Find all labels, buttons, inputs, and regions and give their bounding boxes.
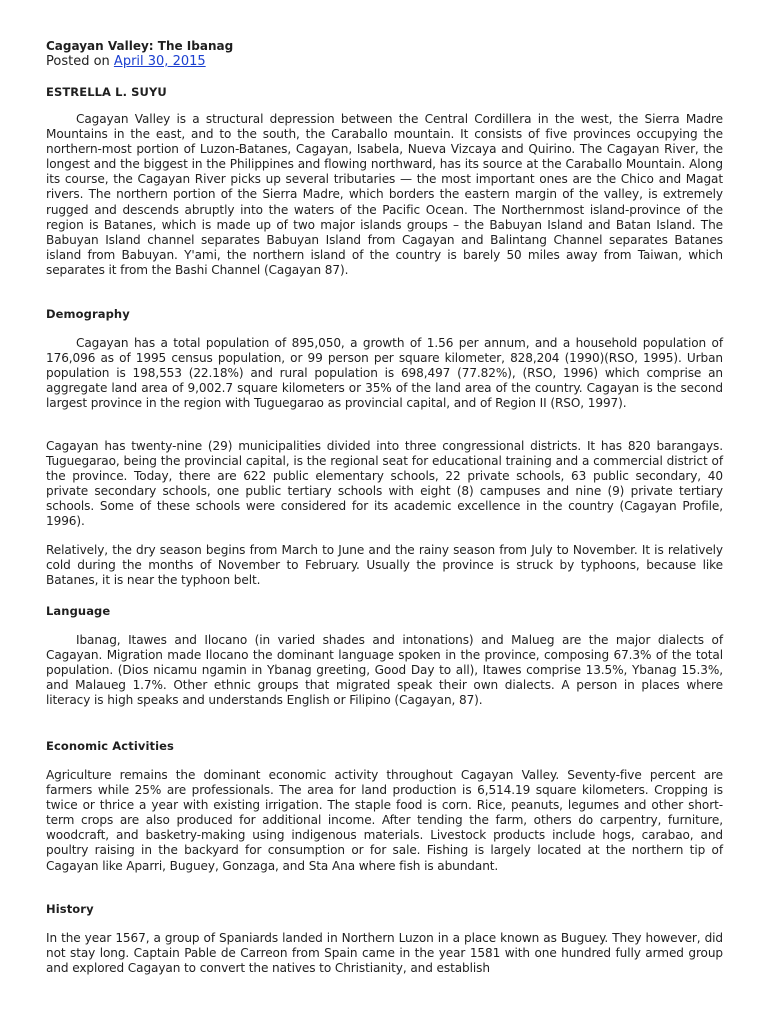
posted-line	[46, 54, 723, 69]
demography-paragraph-3: Relatively, the dry season begins from March to June and the rainy season from July to November. It is relatively cold during the months of November to February. Usually the province is struck by typhoons, because like Batanes, it is near the typhoon belt.	[46, 543, 723, 588]
author-name: ESTRELLA L. SUYU	[46, 85, 167, 99]
intro-paragraph: Cagayan Valley is a structural depression between the Central Cordillera in the west, the Sierra Madre Mountains in the east, and to the south, the Caraballo mountain. It consists of five provinces occupying the northern-most portion of Luzon-Batanes, Cagayan, Isabela, Nueva Vizcaya and Quirino. The Cagayan River, the longest and the biggest in the Philippines and flowing northward, has its source at the Caraballo Mountain. Along its course, the Cagayan River picks up several tributaries — the most important ones are the Chico and Magat rivers. The northern portion of the Sierra Madre, which borders the eastern margin of the valley, is extremely rugged and descends abruptly into the waters of the Pacific Ocean. The Northernmost island-province of the region is Batanes, which is made up of two major islands groups – the Babuyan Island and Batan Island. The Babuyan Island channel separates Babuyan Island from Cagayan and Balintang Channel separates Batanes island from Babuyan. Y'ami, the northern island of the country is barely 50 miles away from Taiwan, which separates it from the Bashi Channel (Cagayan 87).	[46, 112, 723, 277]
demography-heading: Demography	[46, 307, 130, 321]
demography-paragraph-1: Cagayan has a total population of 895,050, a growth of 1.56 per annum, and a household population of 176,096 as of 1995 census population, or 99 person per square kilometer, 828,204 (1990)(RSO, 1995). Urban population is 198,553 (22.18%) and rural population is 698,497 (77.82%), (RSO, 1996) which comprise an aggregate land area of 9,002.7 square kilometers or 35% of the land area of the country. Cagayan is the second largest province in the region with Tuguegarao as provincial capital, and of Region II (RSO, 1997).	[46, 336, 723, 411]
language-heading: Language	[46, 604, 111, 618]
history-paragraph: In the year 1567, a group of Spaniards landed in Northern Luzon in a place known as Buguey. They however, did not stay long. Captain Pable de Carreon from Spain came in the year 1581 with one hundred fully armed group and explored Cagayan to convert the natives to Christianity, and establish	[46, 931, 723, 976]
language-paragraph: Ibanag, Itawes and Ilocano (in varied shades and intonations) and Malueg are the major dialects of Cagayan. Migration made Ilocano the dominant language spoken in the province, composing 67.3% of the total population. (Dios nicamu ngamin in Ybanag greeting, Good Day to all), Itawes comprise 13.5%, Ybanag 15.3%, and Malaueg 1.7%. Other ethnic groups that migrated speak their own dialects. A person in places where literacy is high speaks and understands English or Filipino (Cagayan, 87).	[46, 633, 723, 708]
demography-paragraph-2: Cagayan has twenty-nine (29) municipalities divided into three congressional districts. It has 820 barangays. Tuguegarao, being the provincial capital, is the regional seat for educational training and a commercial district of the province. Today, there are 622 public elementary schools, 22 private schools, 63 public secondary, 40 private secondary schools, one public tertiary schools with eight (8) campuses and nine (9) private tertiary schools. Some of these schools were considered for its academic excellence in the country (Cagayan Profile, 1996).	[46, 439, 723, 529]
economic-heading: Economic Activities	[46, 739, 174, 753]
economic-paragraph: Agriculture remains the dominant economic activity throughout Cagayan Valley. Seventy-five percent are farmers while 25% are professionals. The area for land production is 6,514.19 square kilometers. Cropping is twice or thrice a year with existing irrigation. The staple food is corn. Rice, peanuts, legumes and other short-term crops are also produced for additional income. After tending the farm, others do carpentry, furniture, woodcraft, and basketry-making using indigenous materials. Livestock products include hogs, carabao, and poultry raising in the backyard for consumption or for sale. Fishing is largely located at the northern tip of Cagayan like Aparri, Buguey, Gonzaga, and Sta Ana where fish is abundant.	[46, 768, 723, 873]
history-heading: History	[46, 902, 94, 916]
post-title: Cagayan Valley: The Ibanag	[46, 39, 234, 53]
posted-prefix: Posted on	[46, 54, 114, 69]
posted-date-link[interactable]: April 30, 2015	[113, 54, 206, 69]
